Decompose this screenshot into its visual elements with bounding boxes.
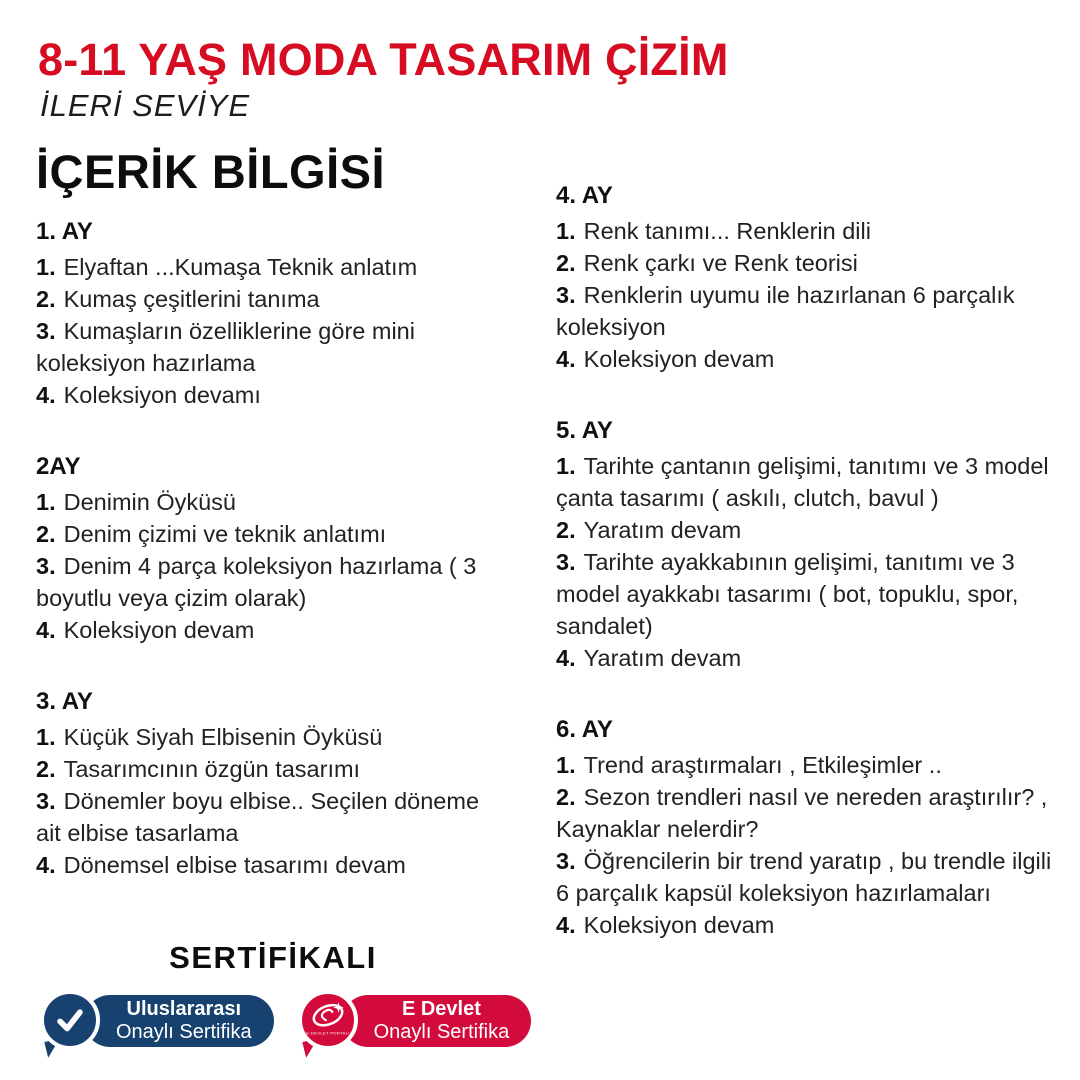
month-block-6	[556, 714, 1058, 941]
certification-section	[36, 940, 510, 1056]
badge-subtitle: Onaylı Sertifika	[373, 1021, 510, 1043]
list-item	[556, 749, 1058, 781]
list-item	[36, 315, 510, 379]
item-text: Sezon trendleri nasıl ve nereden araştırılır? , Kaynaklar nelerdir?	[556, 784, 1048, 842]
item-number: 3.	[556, 282, 576, 308]
list-item	[36, 486, 510, 518]
list-item	[36, 614, 510, 646]
item-number: 1.	[556, 453, 576, 479]
item-text: Tasarımcının özgün tasarımı	[63, 755, 361, 782]
list-item	[36, 518, 510, 550]
item-number: 2.	[556, 517, 576, 543]
item-text: Yaratım devam	[583, 645, 742, 671]
list-item	[556, 546, 1058, 642]
month-header: 2AY	[36, 452, 81, 480]
item-number: 1.	[556, 752, 576, 778]
item-text: Renk tanımı... Renklerin dili	[583, 218, 871, 244]
item-number: 4.	[556, 645, 576, 671]
item-number: 2.	[36, 285, 56, 312]
item-text: Renklerin uyumu ile hazırlanan 6 parçalık koleksiyon	[556, 282, 1015, 340]
month-block-4	[556, 180, 1058, 375]
list-item	[36, 849, 510, 881]
list-item	[556, 642, 1058, 674]
international-certificate-badge	[40, 990, 274, 1056]
item-number: 1.	[36, 488, 56, 515]
month-header: 5. AY	[556, 417, 613, 444]
item-number: 4.	[36, 851, 56, 878]
item-text: Renk çarkı ve Renk teorisi	[583, 250, 858, 276]
check-icon	[40, 990, 100, 1050]
month-block-2	[36, 451, 510, 646]
item-number: 3.	[36, 787, 56, 814]
content-column-right	[556, 180, 1058, 981]
list-item	[556, 514, 1058, 546]
item-number: 4.	[36, 616, 56, 643]
item-number: 2.	[36, 520, 56, 547]
item-number: 2.	[36, 755, 56, 782]
item-text: Öğrencilerin bir trend yaratıp , bu trendle ilgili 6 parçalık kapsül koleksiyon hazırlamaları	[556, 848, 1052, 906]
list-item	[556, 845, 1058, 909]
badge-pill	[342, 995, 532, 1047]
content-column-left	[36, 146, 510, 921]
list-item	[36, 550, 510, 614]
item-number: 3.	[36, 552, 56, 579]
list-item	[556, 909, 1058, 941]
month-block-3	[36, 686, 510, 881]
item-number: 2.	[556, 784, 576, 810]
page-subtitle: İLERİ SEVİYE	[40, 88, 251, 123]
item-text: Koleksiyon devam	[583, 346, 775, 372]
e-devlet-caption: E-DEVLET PORTALI	[305, 1030, 350, 1036]
e-devlet-certificate-badge	[298, 990, 532, 1056]
item-text: Koleksiyon devam	[63, 616, 255, 643]
list-item	[36, 785, 510, 849]
list-item	[36, 251, 510, 283]
item-number: 3.	[556, 848, 576, 874]
list-item	[556, 450, 1058, 514]
item-text: Koleksiyon devam	[583, 912, 775, 938]
item-text: Kumaş çeşitlerini tanıma	[63, 285, 320, 312]
item-number: 4.	[556, 912, 576, 938]
badge-pill	[84, 995, 274, 1047]
month-block-5	[556, 415, 1058, 674]
certification-heading: SERTİFİKALI	[169, 940, 377, 975]
badge-title: E Devlet	[401, 998, 481, 1020]
page-title: 8-11 YAŞ MODA TASARIM ÇİZİM	[38, 34, 729, 85]
content-heading: İÇERİK BİLGİSİ	[36, 145, 386, 198]
item-number: 1.	[36, 723, 56, 750]
list-item	[556, 215, 1058, 247]
item-number: 3.	[556, 549, 576, 575]
item-text: Küçük Siyah Elbisenin Öyküsü	[63, 723, 383, 750]
month-header: 3. AY	[36, 687, 93, 715]
badge-title: Uluslararası	[126, 998, 242, 1020]
month-header: 6. AY	[556, 716, 613, 743]
item-number: 4.	[556, 346, 576, 372]
item-text: Trend araştırmaları , Etkileşimler ..	[583, 752, 942, 778]
item-text: Tarihte ayakkabının gelişimi, tanıtımı ve 3 model ayakkabı tasarımı ( bot, topuklu, spor, sandalet)	[556, 549, 1019, 639]
item-number: 1.	[556, 218, 576, 244]
item-text: Elyaftan ...Kumaşa Teknik anlatım	[63, 253, 418, 280]
item-number: 2.	[556, 250, 576, 276]
item-text: Koleksiyon devamı	[63, 381, 261, 408]
item-text: Dönemsel elbise tasarımı devam	[63, 851, 406, 878]
list-item	[556, 247, 1058, 279]
item-number: 4.	[36, 381, 56, 408]
badge-subtitle: Onaylı Sertifika	[116, 1021, 252, 1043]
list-item	[556, 279, 1058, 343]
month-header: 1. AY	[36, 217, 93, 245]
item-number: 3.	[36, 317, 56, 344]
item-text: Denim 4 parça koleksiyon hazırlama ( 3 boyutlu veya çizim olarak)	[36, 552, 477, 611]
item-text: Tarihte çantanın gelişimi, tanıtımı ve 3 model çanta tasarımı ( askılı, clutch, bavul )	[556, 453, 1049, 511]
list-item	[36, 379, 510, 411]
item-text: Denimin Öyküsü	[63, 488, 237, 515]
item-text: Denim çizimi ve teknik anlatımı	[63, 520, 387, 547]
list-item	[36, 753, 510, 785]
list-item	[36, 721, 510, 753]
item-text: Dönemler boyu elbise.. Seçilen döneme ait elbise tasarlama	[36, 787, 480, 846]
month-block-1	[36, 216, 510, 411]
item-text: Kumaşların özelliklerine göre mini koleksiyon hazırlama	[36, 317, 415, 376]
month-header: 4. AY	[556, 182, 613, 209]
item-text: Yaratım devam	[583, 517, 742, 543]
badge-row	[36, 990, 510, 1056]
list-item	[36, 283, 510, 315]
item-number: 1.	[36, 253, 56, 280]
e-devlet-icon	[298, 990, 358, 1050]
list-item	[556, 781, 1058, 845]
list-item	[556, 343, 1058, 375]
